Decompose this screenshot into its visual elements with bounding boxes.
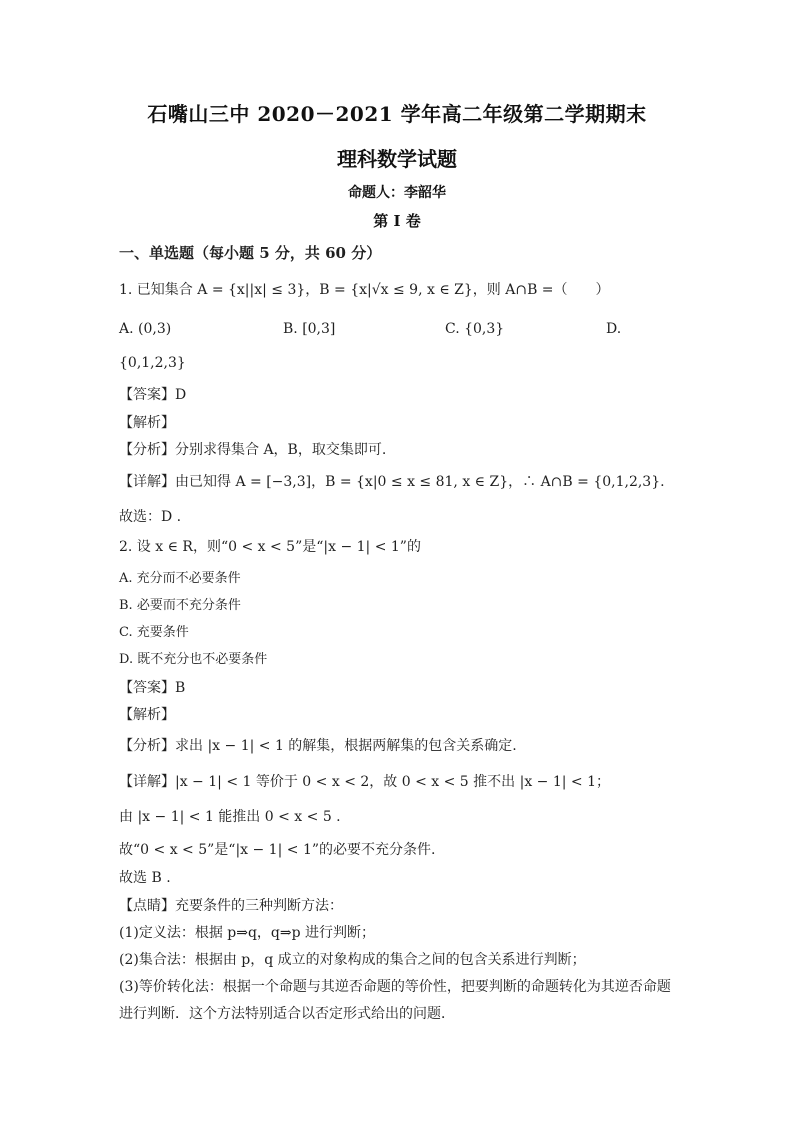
q2-method-1: (1)定义法：根据 p⇒q，q⇒p 进行判断；: [119, 925, 376, 941]
q2-option-b: B. 必要而不充分条件: [119, 598, 241, 613]
q1-option-c: C. {0,3}: [445, 321, 505, 337]
q1-option-d: D.: [606, 321, 622, 337]
q2-method-3b: 进行判断．这个方法特别适合以否定形式给出的问题．: [119, 1006, 455, 1022]
section-heading: 一、单选题（每小题 5 分，共 60 分）: [119, 244, 382, 262]
q2-method-2: (2)集合法：根据由 p，q 成立的对象构成的集合之间的包含关系进行判断；: [119, 952, 586, 968]
exam-title: 石嘴山三中 2020－2021 学年高二年级第二学期期末: [147, 102, 647, 126]
q2-fenxi: 【分析】求出 |x − 1| < 1 的解集，根据两解集的包含关系确定.: [119, 738, 517, 754]
q1-analysis-label: 【解析】: [119, 415, 175, 431]
exam-subtitle: 理科数学试题: [337, 147, 457, 171]
q2-detail-3: 故“0 < x < 5”是“|x − 1| < 1”的必要不充分条件.: [119, 842, 436, 858]
q1-conclusion: 故选：D .: [119, 509, 182, 525]
q1-option-d-value: {0,1,2,3}: [119, 355, 186, 371]
q2-answer: 【答案】B: [119, 680, 186, 696]
exam-author: 命题人：李韶华: [348, 185, 446, 201]
q1-fenxi: 【分析】分别求得集合 A，B，取交集即可.: [119, 442, 387, 458]
q2-detail-2: 由 |x − 1| < 1 能推出 0 < x < 5 .: [119, 809, 341, 825]
q2-option-a: A. 充分而不必要条件: [119, 571, 241, 586]
q2-detail-1: 【详解】|x − 1| < 1 等价于 0 < x < 2，故 0 < x < 5 推不出 |x − 1| < 1；: [119, 774, 611, 790]
q1-detail: 【详解】由已知得 A = [−3,3]，B = {x|0 ≤ x ≤ 81, x ∈ Z}，∴ A∩B = {0,1,2,3}.: [119, 474, 665, 490]
q2-dianjing: 【点睛】充要条件的三种判断方法：: [119, 898, 343, 914]
q2-option-d: D. 既不充分也不必要条件: [119, 652, 268, 667]
q1-answer: 【答案】D: [119, 387, 187, 403]
q1-option-b: B. [0,3]: [283, 321, 336, 337]
volume-label: 第 I 卷: [373, 212, 421, 230]
q2-method-3a: (3)等价转化法：根据一个命题与其逆否命题的等价性，把要判断的命题转化为其逆否命题: [119, 979, 671, 995]
q1-stem: 1. 已知集合 A = {x||x| ≤ 3}，B = {x|√x ≤ 9, x ∈ Z}，则 A∩B =（ ）: [119, 282, 610, 298]
q2-conclusion: 故选 B .: [119, 870, 171, 886]
q2-stem: 2. 设 x ∈ R，则“0 < x < 5”是“|x − 1| < 1”的: [119, 539, 421, 555]
q2-option-c: C. 充要条件: [119, 625, 189, 640]
q2-analysis-label: 【解析】: [119, 707, 175, 723]
q1-option-a: A. (0,3): [119, 321, 172, 337]
